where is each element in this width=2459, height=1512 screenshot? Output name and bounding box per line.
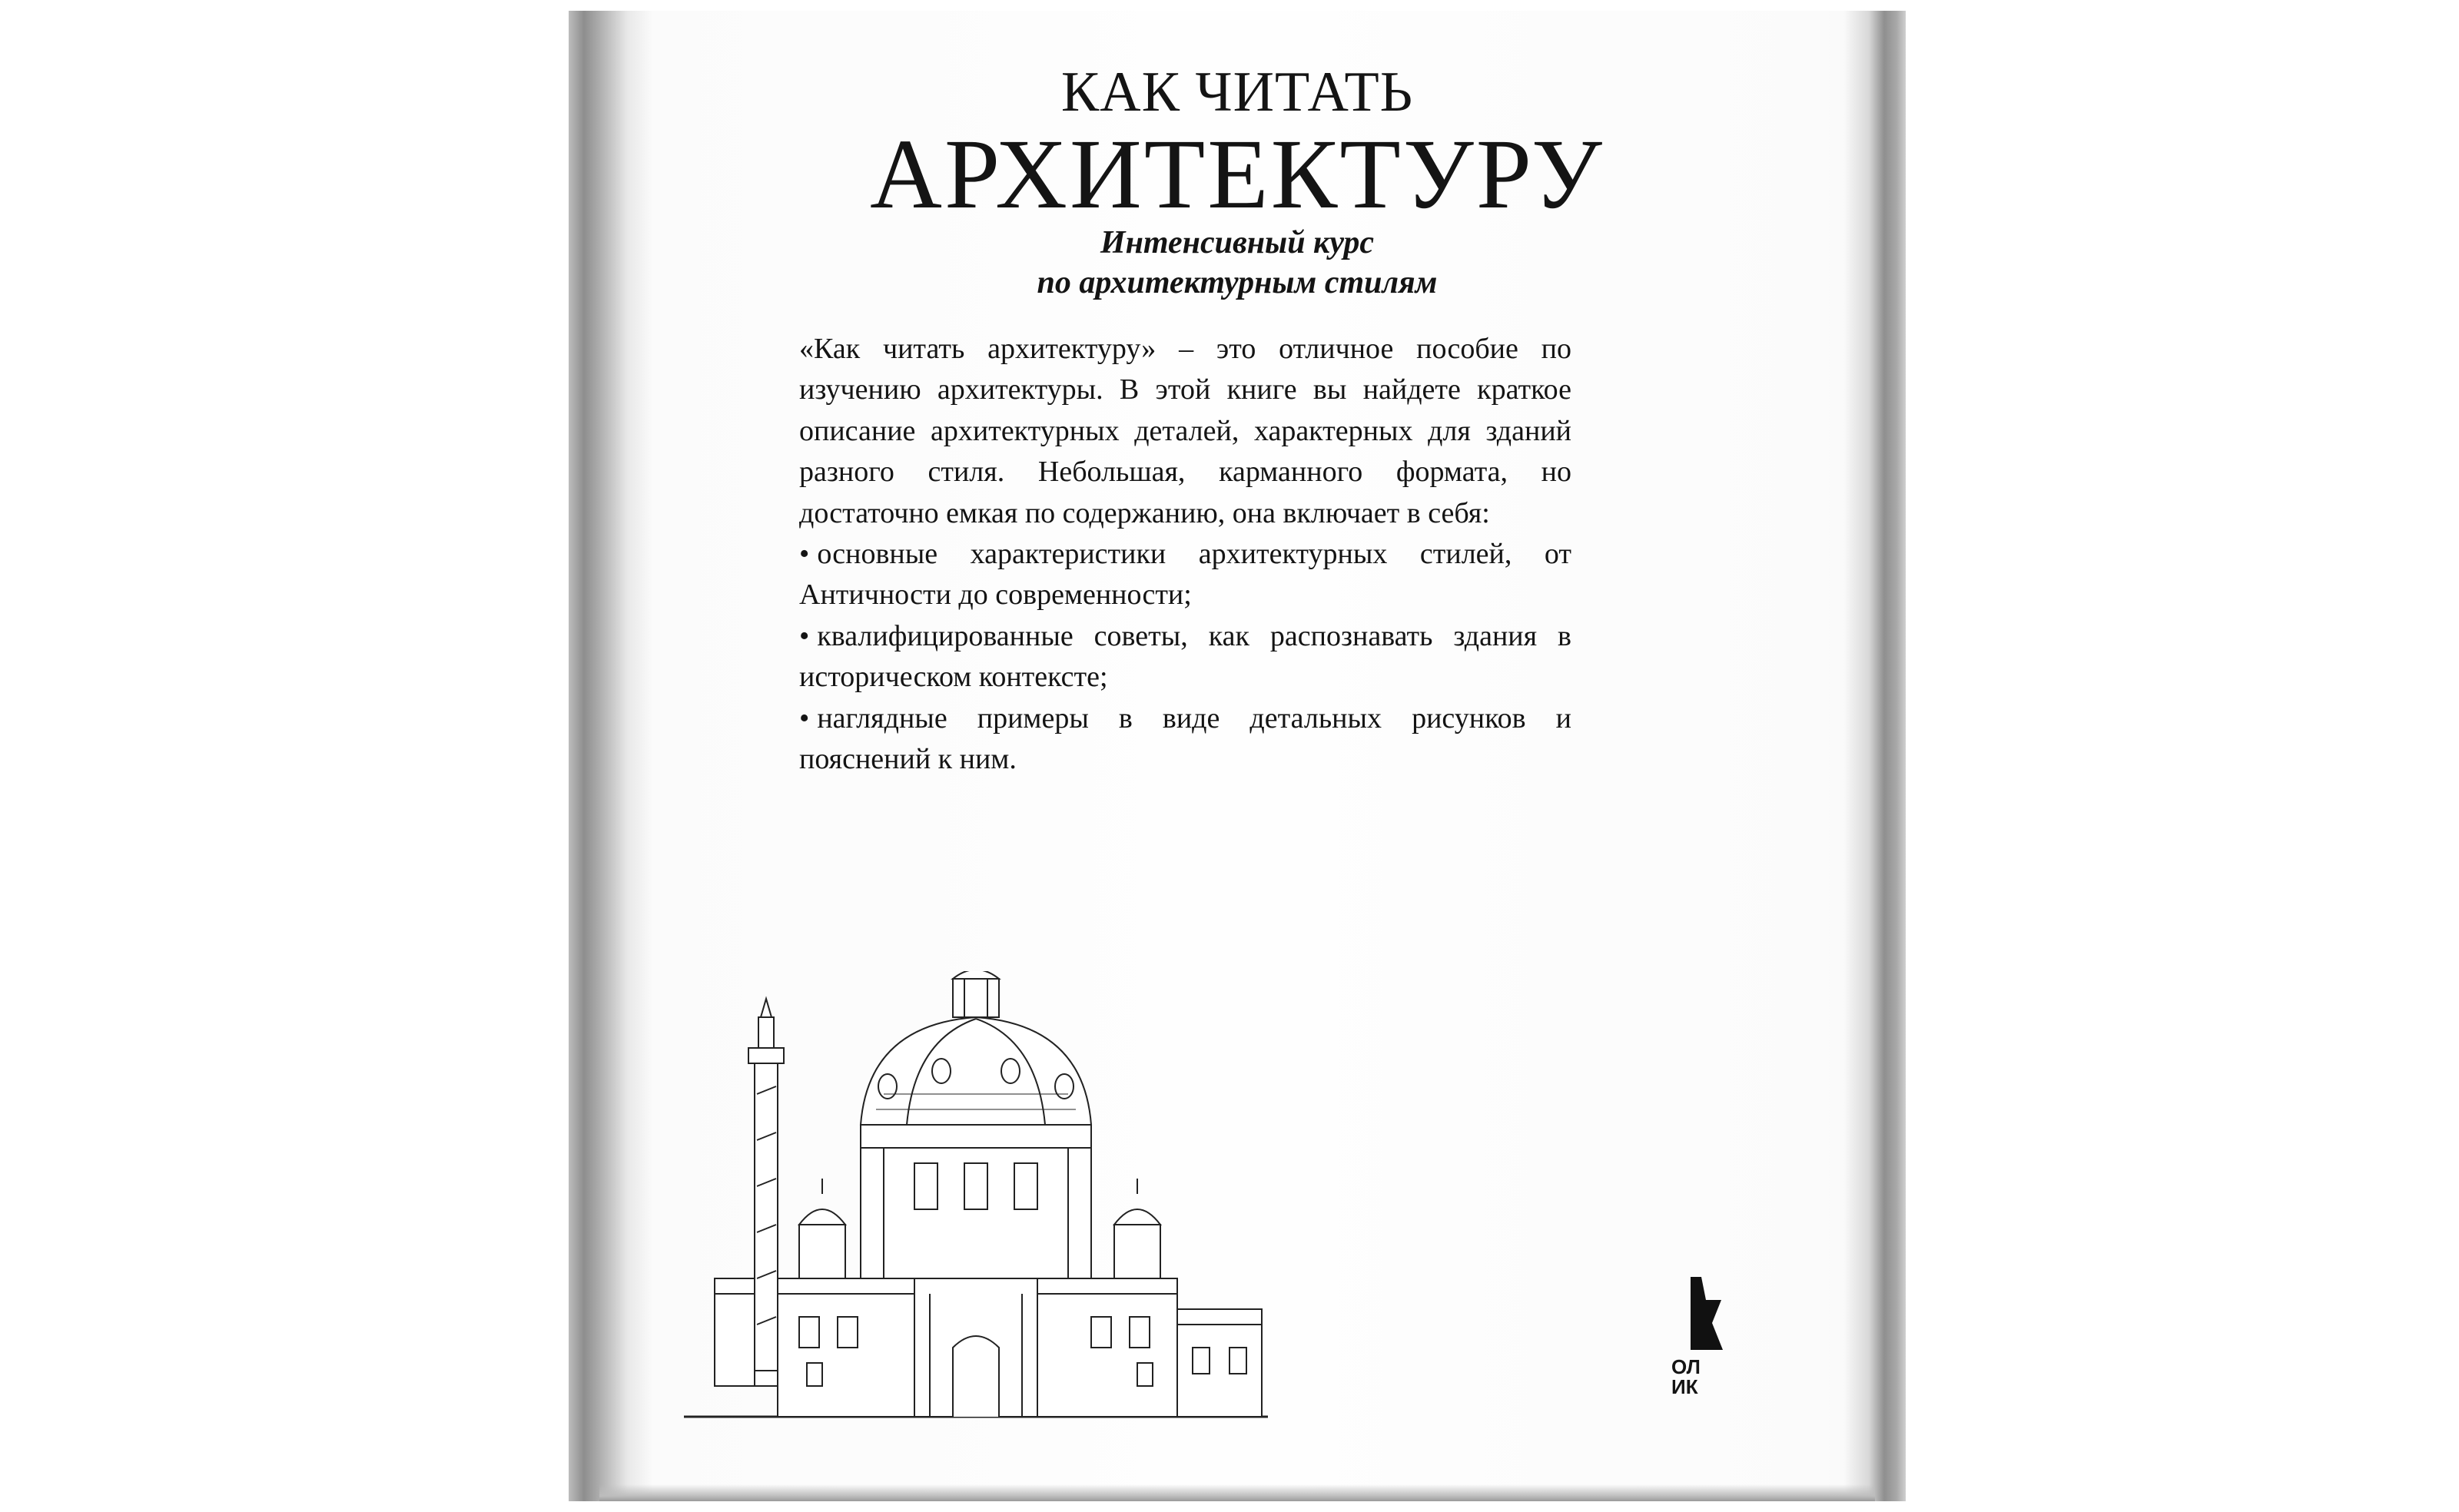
title-line-1: КАК ЧИТАТЬ	[1060, 61, 1414, 124]
book-back-cover	[569, 11, 1906, 1501]
publisher-logo-text	[1671, 1357, 1701, 1397]
title-line-2: АРХИТЕКТУРУ	[870, 119, 1604, 230]
feature-list-item	[799, 698, 1571, 781]
bullet-mark: •	[799, 619, 810, 652]
feature-text: основные характеристики архитектурных стилей, от Античности до современности;	[799, 538, 1571, 612]
publisher-logo-line-2: ИК	[1671, 1375, 1698, 1398]
description-intro: «Как читать архитектуру» – это отличное пособие по изучению архитектуры. В этой книге вы найдете краткое описание архитектурных деталей, характерных для зданий разного стиля. Небольшая, карманного формата, но достаточно емкая по содержанию, она включает в себя:	[799, 333, 1571, 529]
description-block	[799, 329, 1571, 780]
bullet-mark: •	[799, 538, 810, 571]
feature-text: наглядные примеры в виде детальных рисунков и пояснений к ним.	[799, 701, 1571, 776]
feature-list	[799, 534, 1571, 780]
subtitle	[569, 223, 1906, 303]
feature-list-item	[799, 616, 1571, 698]
bullet-mark: •	[799, 701, 810, 734]
subtitle-line-2: по архитектурным стилям	[1037, 265, 1438, 300]
baroque-church-illustration	[684, 971, 1268, 1432]
feature-list-item	[799, 534, 1571, 616]
publisher-logo-line-1: ОЛ	[1671, 1355, 1701, 1378]
bottom-edge-shadow	[599, 1484, 1875, 1501]
feature-text: квалифицированные советы, как распознавать здания в историческом контексте;	[799, 619, 1571, 694]
subtitle-line-1: Интенсивный курс	[1100, 225, 1375, 260]
